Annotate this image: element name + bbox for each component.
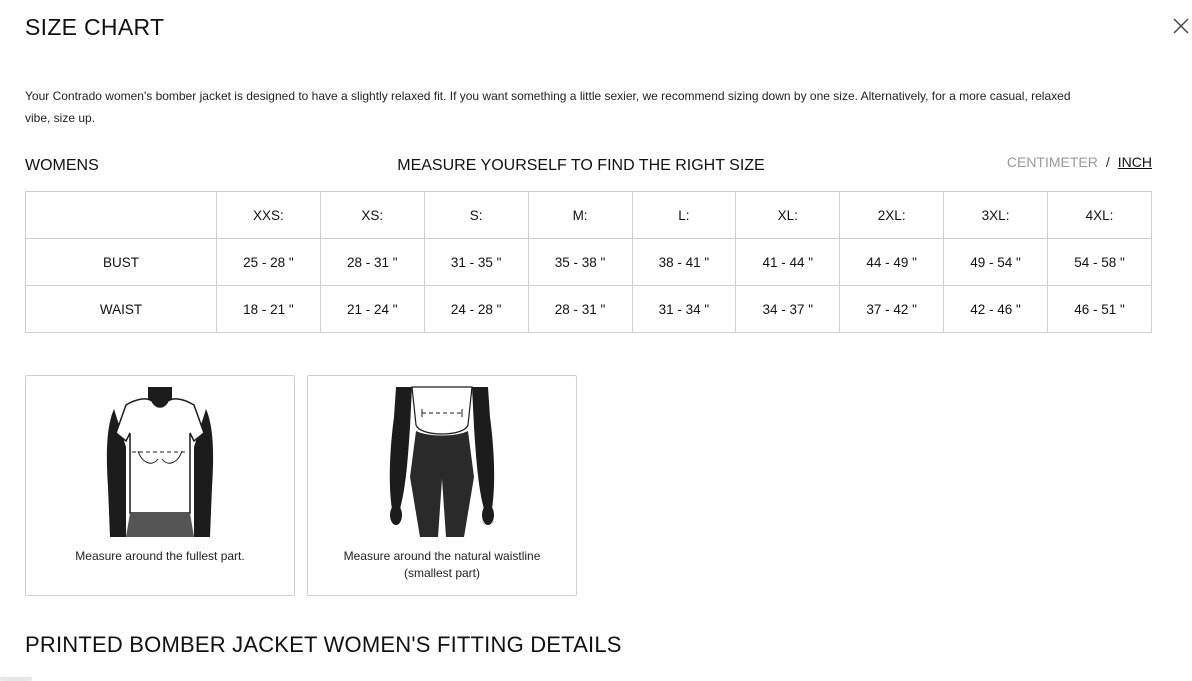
table-cell: 28 - 31 " <box>320 239 424 286</box>
table-cell: 24 - 28 " <box>424 286 528 333</box>
table-cell: 18 - 21 " <box>217 286 321 333</box>
section-label: WOMENS <box>25 157 99 174</box>
waist-guide-card <box>307 375 577 596</box>
table-cell: 42 - 46 " <box>944 286 1048 333</box>
close-button[interactable] <box>1170 15 1192 37</box>
table-cell: 31 - 34 " <box>632 286 736 333</box>
waist-guide-caption: Measure around the natural waistline (smallest part) <box>343 549 541 580</box>
size-header: XXS: <box>217 192 321 239</box>
size-header: XS: <box>320 192 424 239</box>
unit-separator: / <box>1105 154 1110 170</box>
unit-centimeter-link[interactable]: CENTIMETER <box>1006 154 1098 170</box>
table-cell: 41 - 44 " <box>736 239 840 286</box>
size-header: XL: <box>736 192 840 239</box>
table-cell: 35 - 38 " <box>528 239 632 286</box>
section-header <box>25 154 1152 178</box>
table-cell: 28 - 31 " <box>528 286 632 333</box>
row-label: WAIST <box>26 286 217 333</box>
table-cell: 21 - 24 " <box>320 286 424 333</box>
size-header: M: <box>528 192 632 239</box>
size-header: L: <box>632 192 736 239</box>
table-cell: 44 - 49 " <box>840 239 944 286</box>
table-row-bust <box>26 239 1152 286</box>
table-row-waist <box>26 286 1152 333</box>
table-cell: 34 - 37 " <box>736 286 840 333</box>
bust-guide-caption: Measure around the fullest part. <box>75 549 245 563</box>
table-cell: 46 - 51 " <box>1048 286 1152 333</box>
row-label: BUST <box>26 239 217 286</box>
size-header: 4XL: <box>1048 192 1152 239</box>
measure-heading: MEASURE YOURSELF TO FIND THE RIGHT SIZE <box>397 157 765 174</box>
modal-title: SIZE CHART <box>25 14 165 40</box>
size-header: 3XL: <box>944 192 1048 239</box>
table-cell: 49 - 54 " <box>944 239 1048 286</box>
size-header: 2XL: <box>840 192 944 239</box>
size-table <box>25 191 1152 333</box>
table-cell: 31 - 35 " <box>424 239 528 286</box>
intro-line-2: vibe, size up. <box>25 111 96 125</box>
waist-measurement-figure-icon <box>308 387 576 537</box>
intro-line-1: Your Contrado women's bomber jacket is designed to have a slightly relaxed fit. If you want something a little sexier, we recommend sizing down by one size. Alternatively, for a more casual, relaxed <box>25 89 1071 103</box>
size-header: S: <box>424 192 528 239</box>
scroll-indicator <box>0 677 32 681</box>
size-header-row <box>26 192 1152 239</box>
table-cell: 25 - 28 " <box>217 239 321 286</box>
table-cell: 38 - 41 " <box>632 239 736 286</box>
bust-measurement-figure-icon <box>26 387 294 537</box>
intro-text <box>25 89 1155 141</box>
unit-toggle <box>1007 154 1152 170</box>
table-cell: 54 - 58 " <box>1048 239 1152 286</box>
unit-inch-link[interactable]: INCH <box>1117 154 1152 170</box>
table-cell: 37 - 42 " <box>840 286 944 333</box>
bust-guide-card <box>25 375 295 596</box>
fitting-details-title: PRINTED BOMBER JACKET WOMEN'S FITTING DETAILS <box>25 632 622 657</box>
corner-cell <box>26 192 217 239</box>
close-icon <box>1170 15 1192 37</box>
